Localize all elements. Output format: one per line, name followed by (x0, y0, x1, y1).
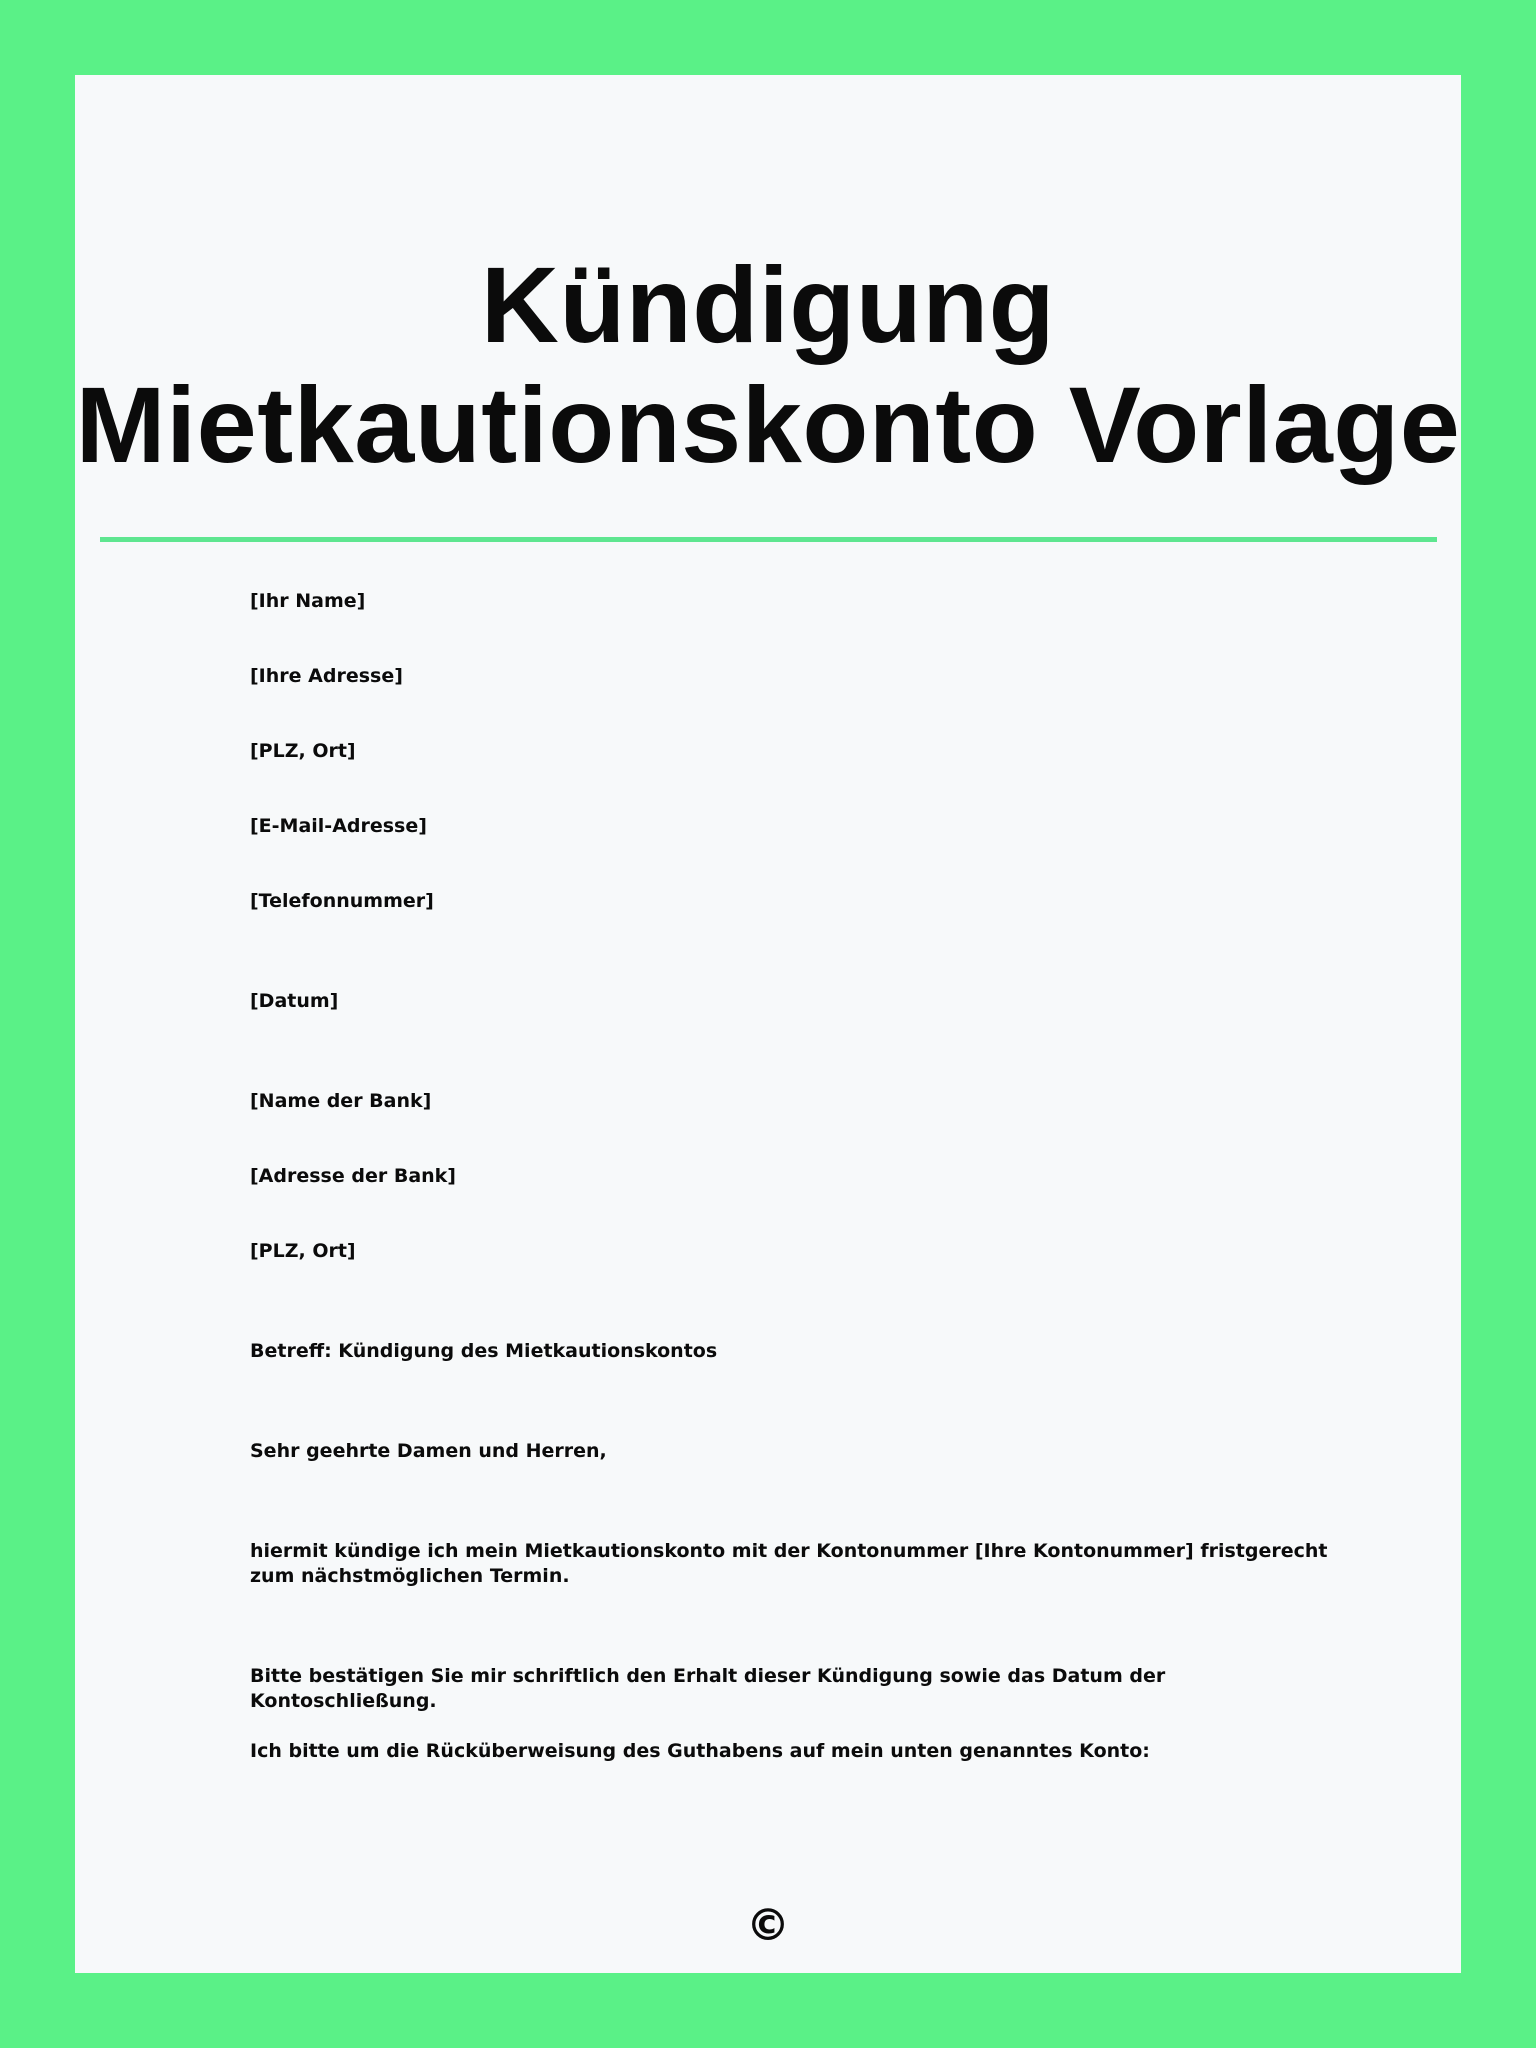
sender-name: [Ihr Name] (250, 590, 366, 612)
letter-paragraph-1: hiermit kündige ich mein Mietkautionskonto mit der Kontonummer [Ihre Kontonummer] fristgerecht zum nächstmöglichen Termin. (250, 1540, 1328, 1587)
document-page (75, 75, 1461, 1973)
letter-paragraph-3: Ich bitte um die Rücküberweisung des Guthabens auf mein unten genanntes Konto: (250, 1740, 1150, 1762)
copyright-symbol: © (746, 1900, 790, 1951)
sender-address: [Ihre Adresse] (250, 665, 403, 687)
recipient-zip-city: [PLZ, Ort] (250, 1240, 356, 1262)
document-title (75, 245, 1461, 485)
recipient-bank-name: [Name der Bank] (250, 1090, 432, 1112)
letter-salutation: Sehr geehrte Damen und Herren, (250, 1440, 607, 1462)
title-divider (100, 537, 1437, 542)
sender-phone: [Telefonnummer] (250, 890, 434, 912)
letter-subject: Betreff: Kündigung des Mietkautionskontos (250, 1340, 718, 1362)
sender-zip-city: [PLZ, Ort] (250, 740, 356, 762)
letter-paragraph-2: Bitte bestätigen Sie mir schriftlich den Erhalt dieser Kündigung sowie das Datum der Kontoschließung. (250, 1665, 1166, 1712)
title-line-2: Mietkautionskonto Vorlage (75, 364, 1461, 485)
recipient-bank-address: [Adresse der Bank] (250, 1165, 456, 1187)
sender-email: [E-Mail-Adresse] (250, 815, 427, 837)
letter-date: [Datum] (250, 990, 339, 1012)
title-line-1: Kündigung (480, 244, 1056, 365)
